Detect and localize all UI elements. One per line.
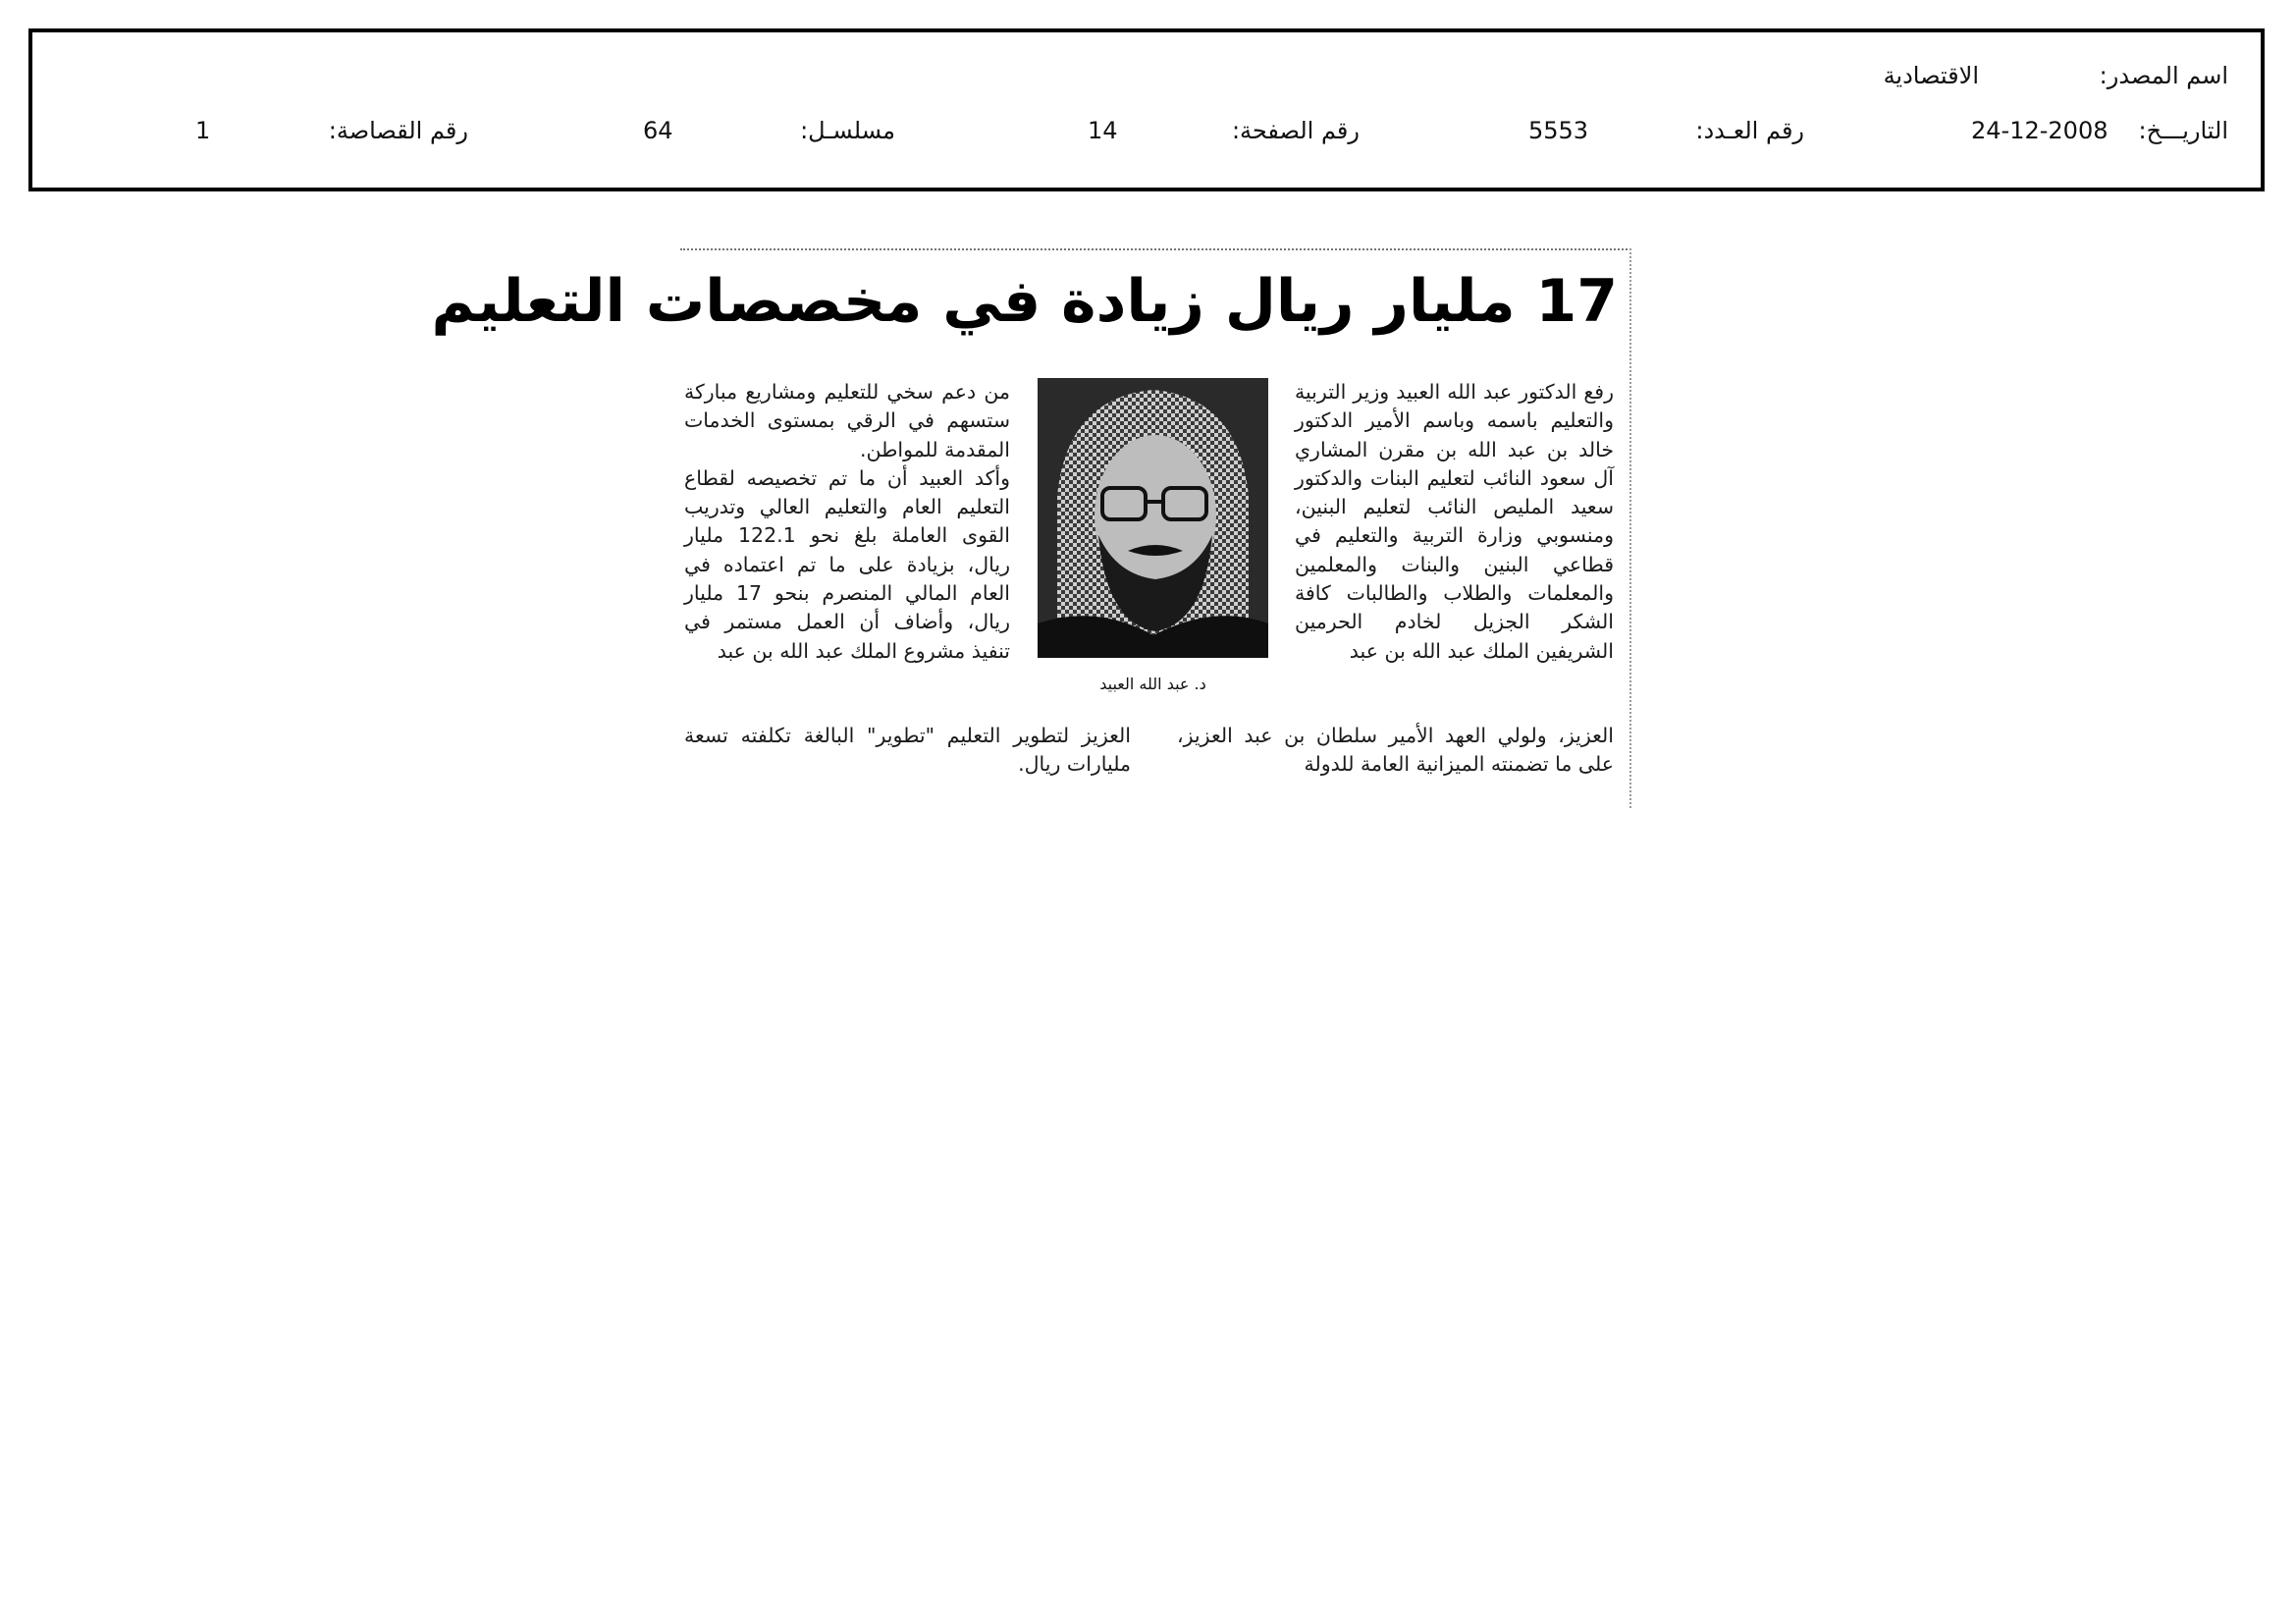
date-label: التاريـــخ: [2138, 117, 2228, 144]
article-column-left [684, 378, 1010, 717]
portrait-image [1038, 378, 1268, 658]
clip-right-border [1629, 248, 1631, 808]
article-paragraph: من دعم سخي للتعليم ومشاريع مباركة ستسهم في الرقي بمستوى الخدمات المقدمة للمواطن. [684, 380, 1010, 461]
clip-top-border [680, 248, 1631, 250]
serial-label: مسلسـل: [800, 117, 895, 144]
clipping-info-box [28, 28, 2265, 191]
article-bottom-right: العزيز، ولولي العهد الأمير سلطان بن عبد العزيز، على ما تضمنته الميزانية العامة للدولة [1177, 724, 1614, 777]
issue-value: 5553 [1528, 117, 1589, 144]
article-headline: 17 مليار ريال زيادة في مخصصات التعليم [431, 267, 1618, 336]
article-bottom-left: العزيز لتطوير التعليم "تطوير" البالغة تكلفته تسعة مليارات ريال. [684, 724, 1131, 777]
source-label: اسم المصدر: [2099, 62, 2228, 89]
clip-number-value: 1 [195, 117, 211, 144]
newspaper-clipping [431, 248, 1631, 808]
clip-number-label: رقم القصاصة: [328, 117, 468, 144]
serial-value: 64 [643, 117, 673, 144]
article-paragraph: رفع الدكتور عبد الله العبيد وزير التربية والتعليم باسمه وباسم الأمير الدكتور خالد بن عبد الله بن مقرن المشاري آل سعود النائب لتعليم البنات والدكتور سعيد المليص النائب لتعليم البنين، ومنسوبي وزارة التربية والتعليم في قطاعي البنين والبنات والمعلمين والمعلمات والطلاب والطالبات كافة الشكر الجزيل لخادم الحرمين الشريفين الملك عبد الله بن عبد [1295, 380, 1614, 663]
article-bottom-lines [684, 722, 1614, 792]
date-value: 24-12-2008 [1971, 117, 2109, 144]
author-photo [1038, 378, 1268, 658]
page-value: 14 [1088, 117, 1118, 144]
source-value: الاقتصادية [1883, 62, 1979, 89]
issue-label: رقم العـدد: [1695, 117, 1804, 144]
photo-caption: د. عبد الله العبيد [1099, 675, 1206, 693]
page-label: رقم الصفحة: [1231, 117, 1360, 144]
article-column-right [1295, 378, 1614, 731]
article-paragraph: وأكد العبيد أن ما تم تخصيصه لقطاع التعليم العام والتعليم العالي وتدريب القوى العاملة بلغ نحو 122.1 مليار ريال، بزيادة على ما تم اعتماده في العام المالي المنصرم بنحو 17 مليار ريال، وأضاف أن العمل مستمر في تنفيذ مشروع الملك عبد الله بن عبد [684, 465, 1010, 663]
